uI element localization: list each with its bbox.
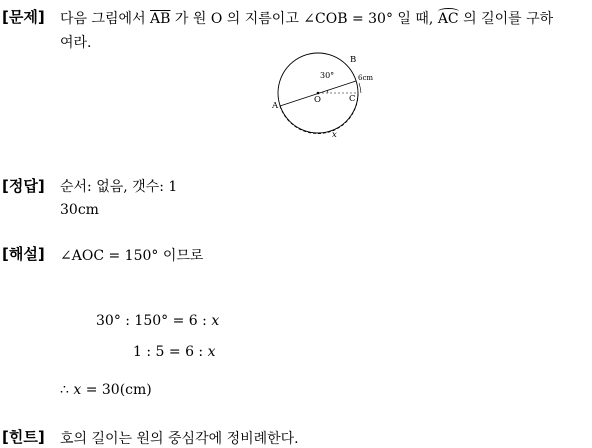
label-c: C bbox=[349, 94, 356, 104]
label-x: x bbox=[332, 130, 337, 140]
hint-tag: [힌트] bbox=[2, 428, 45, 446]
explanation-tag: [해설] bbox=[2, 245, 45, 263]
conclusion-var: x bbox=[73, 382, 82, 398]
equation-2 bbox=[133, 344, 216, 360]
problem-text-c: 의 길이를 구하 bbox=[458, 11, 554, 27]
equation-2-text: 1 : 5 = 6 : bbox=[133, 344, 208, 360]
label-b: B bbox=[350, 55, 357, 65]
problem-tag: [문제] bbox=[2, 8, 45, 26]
arc-bc-marker bbox=[359, 83, 361, 93]
label-o: O bbox=[314, 95, 321, 105]
problem-line-1 bbox=[60, 8, 553, 28]
equation-1 bbox=[96, 313, 219, 329]
answer-tag: [정답] bbox=[2, 177, 45, 195]
arc-ac: AC bbox=[437, 11, 459, 27]
label-angle: 30° bbox=[320, 71, 335, 80]
explanation-line-1: ∠AOC = 150° 이므로 bbox=[60, 248, 204, 264]
segment-ab: $\overline{AB}$ bbox=[150, 11, 171, 27]
label-a: A bbox=[272, 101, 279, 111]
equation-2-var: x bbox=[207, 344, 216, 360]
center-point bbox=[317, 92, 320, 95]
answer-meta: 순서: 없음, 갯수: 1 bbox=[60, 179, 178, 195]
conclusion-value: = 30(cm) bbox=[81, 382, 152, 398]
label-arc-bc: 6cm bbox=[358, 74, 374, 82]
equation-1-var: x bbox=[211, 313, 220, 329]
conclusion bbox=[60, 382, 152, 398]
conclusion-therefore: ∴ bbox=[60, 382, 74, 398]
problem-line-2: 여라. bbox=[60, 35, 92, 51]
problem-text-b: 가 원 O 의 지름이고 ∠COB = 30° 일 때, bbox=[170, 11, 438, 27]
equation-1-text: 30° : 150° = 6 : bbox=[96, 313, 212, 329]
hint-text: 호의 길이는 원의 중심각에 정비례한다. bbox=[60, 431, 299, 447]
circle-figure bbox=[266, 50, 386, 142]
problem-text-a: 다음 그림에서 bbox=[60, 11, 151, 27]
answer-value: 30cm bbox=[60, 202, 99, 218]
